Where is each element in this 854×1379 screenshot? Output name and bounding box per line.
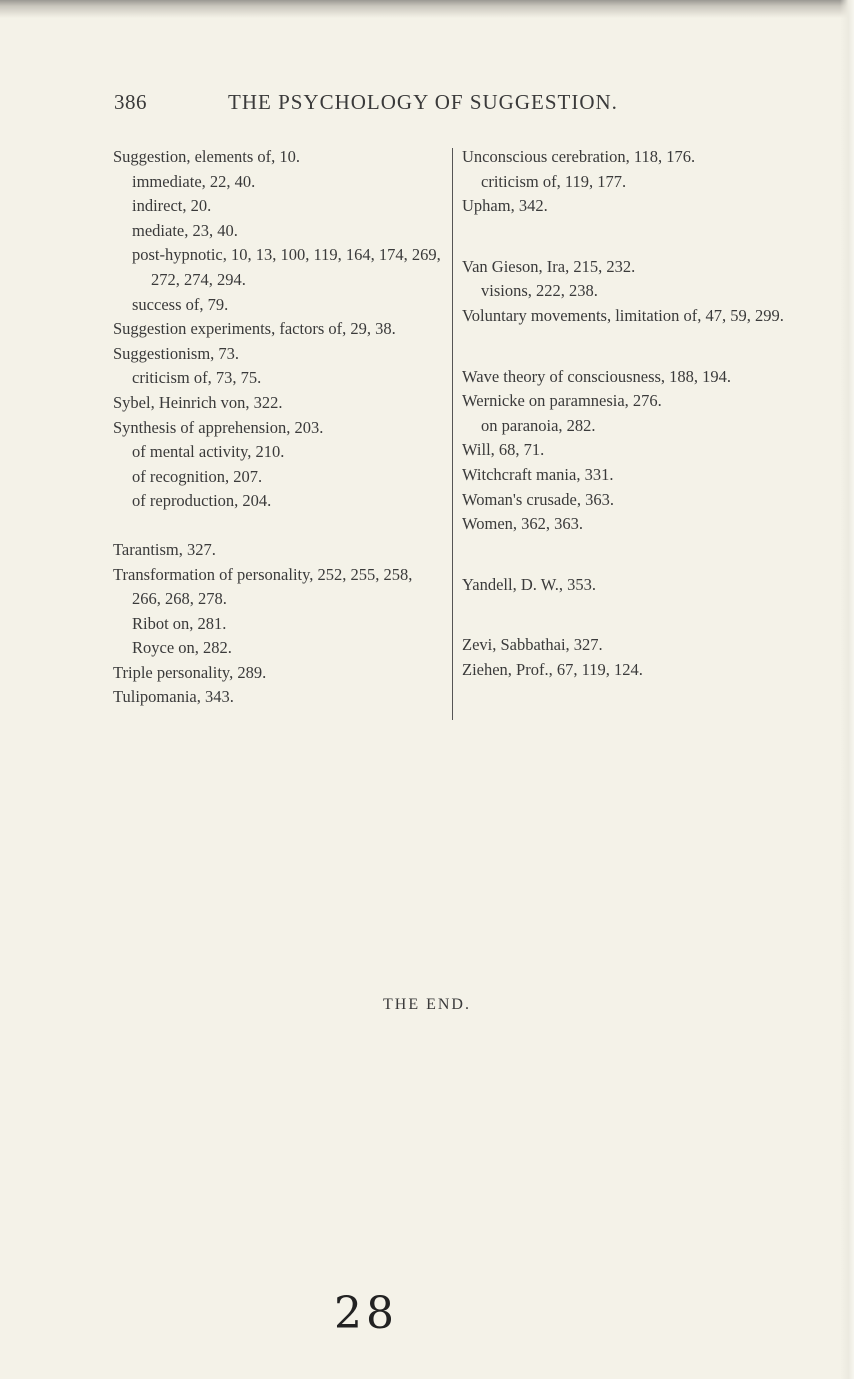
index-entry: Synthesis of apprehension, 203. — [113, 417, 324, 437]
handwritten-page-mark: 28 — [334, 1288, 398, 1339]
index-entry: Yandell, D. W., 353. — [462, 574, 597, 594]
index-subentry: criticism of, 73, 75. — [132, 368, 262, 388]
index-column-left — [113, 145, 445, 710]
column-divider — [452, 148, 453, 720]
page-number: 386 — [114, 90, 147, 114]
index-gap — [113, 514, 445, 538]
index-subentry: of mental activity, 210. — [132, 442, 285, 462]
index-entry: Will, 68, 71. — [462, 440, 545, 460]
index-gap — [462, 537, 792, 573]
index-entry: Van Gieson, Ira, 215, 232. — [462, 256, 636, 276]
index-entry: Zevi, Sabbathai, 327. — [462, 635, 603, 655]
index-entry: Sybel, Heinrich von, 322. — [113, 392, 283, 412]
index-subentry: mediate, 23, 40. — [132, 220, 238, 240]
index-entry: Voluntary movements, limitation of, 47, 59, 299. — [462, 305, 784, 325]
index-gap — [462, 219, 792, 255]
index-subentry: immediate, 22, 40. — [132, 171, 256, 191]
index-entry: Suggestion, elements of, 10. — [113, 147, 300, 166]
scan-top-shadow — [0, 0, 854, 18]
index-entry: Wernicke on paramnesia, 276. — [462, 391, 662, 411]
index-entry: Wave theory of consciousness, 188, 194. — [462, 366, 732, 386]
index-entry: Women, 362, 363. — [462, 514, 584, 534]
index-subentry: Ribot on, 281. — [132, 613, 227, 633]
running-head — [114, 90, 714, 120]
index-gap — [462, 329, 792, 365]
index-column-right — [462, 145, 792, 683]
index-entry: Tulipomania, 343. — [113, 687, 234, 707]
index-entry: Transformation of personality, 252, 255, 258, 266, 268, 278. — [113, 564, 413, 609]
index-entry: Woman's crusade, 363. — [462, 489, 614, 509]
index-entry: Upham, 342. — [462, 196, 548, 216]
the-end-text: THE END. — [383, 996, 471, 1013]
index-subentry: post-hypnotic, 10, 13, 100, 119, 164, 174, 269, 272, 274, 294. — [132, 245, 441, 289]
index-subentry: of recognition, 207. — [132, 466, 263, 486]
index-entry: Unconscious cerebration, 118, 176. — [462, 147, 696, 166]
index-entry: Tarantism, 327. — [113, 539, 216, 559]
index-entry: Witchcraft mania, 331. — [462, 464, 614, 484]
scan-right-edge — [840, 0, 854, 1379]
index-subentry: on paranoia, 282. — [481, 415, 596, 435]
index-subentry: success of, 79. — [132, 294, 229, 314]
index-subentry: of reproduction, 204. — [132, 491, 272, 511]
index-subentry: criticism of, 119, 177. — [481, 171, 627, 191]
index-gap — [462, 597, 792, 633]
index-entry: Suggestion experiments, factors of, 29, 38. — [113, 319, 396, 339]
page-title: THE PSYCHOLOGY OF SUGGESTION. — [228, 90, 618, 114]
index-subentry: visions, 222, 238. — [481, 281, 598, 301]
index-subentry: indirect, 20. — [132, 196, 212, 216]
index-subentry: Royce on, 282. — [132, 638, 232, 658]
index-entry: Suggestionism, 73. — [113, 343, 240, 363]
index-entry: Ziehen, Prof., 67, 119, 124. — [462, 659, 643, 679]
index-entry: Triple personality, 289. — [113, 662, 267, 682]
